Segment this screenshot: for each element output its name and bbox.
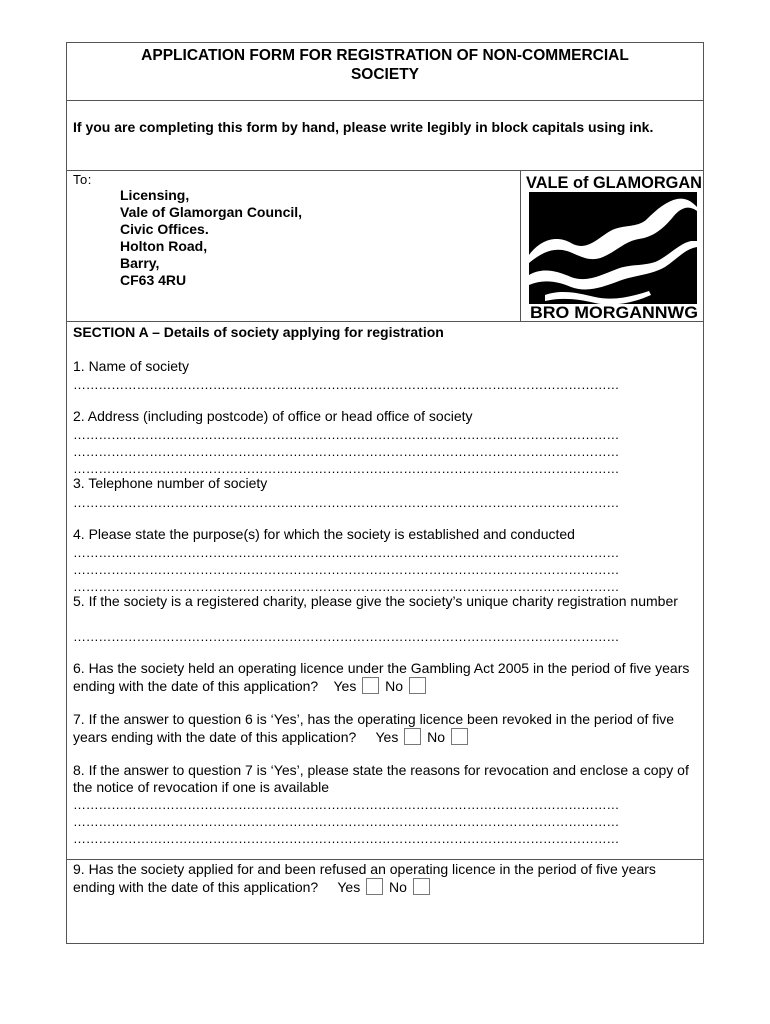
answer-line-2c[interactable]: ………………………………………………………………………………………………………………… (73, 461, 620, 476)
q6-yes-checkbox[interactable] (362, 677, 379, 694)
question-8: 8. If the answer to question 7 is ‘Yes’, please state the reasons for revocation and enclose a copy of the notice of revocation if one is available (73, 762, 689, 795)
question-3: 3. Telephone number of society (73, 475, 268, 491)
question-5: 5. If the society is a registered charity, please give the society’s unique charity registration number (73, 593, 678, 609)
question-1: 1. Name of society (73, 358, 189, 374)
answer-line-8b[interactable]: ………………………………………………………………………………………………………………… (73, 814, 620, 829)
form-title: APPLICATION FORM FOR REGISTRATION OF NON-COMMERCIAL SOCIETY (67, 43, 703, 101)
council-logo (521, 171, 705, 321)
answer-line-4b[interactable]: ………………………………………………………………………………………………………………… (73, 562, 620, 577)
q9-yes-checkbox[interactable] (366, 878, 383, 895)
svg-text:BRO MORGANNWG: BRO MORGANNWG (530, 303, 698, 321)
answer-line-5[interactable]: ………………………………………………………………………………………………………………… (73, 629, 620, 644)
q6-no-checkbox[interactable] (409, 677, 426, 694)
answer-line-2a[interactable]: ………………………………………………………………………………………………………………… (73, 427, 620, 442)
svg-text:VALE of GLAMORGAN: VALE of GLAMORGAN (526, 173, 702, 192)
answer-line-2b[interactable]: ………………………………………………………………………………………………………………… (73, 444, 620, 459)
application-form (66, 42, 704, 944)
address-block (67, 171, 521, 321)
q7-yes-checkbox[interactable] (404, 728, 421, 745)
q9-no-checkbox[interactable] (413, 878, 430, 895)
question-6: 6. Has the society held an operating licence under the Gambling Act 2005 in the period of five years ending with the date of this application? Yes No (73, 660, 690, 694)
answer-line-8a[interactable]: ………………………………………………………………………………………………………………… (73, 797, 620, 812)
question-2: 2. Address (including postcode) of office or head office of society (73, 408, 473, 424)
section-a-continued (67, 859, 703, 945)
question-7: 7. If the answer to question 6 is ‘Yes’, has the operating licence been revoked in the period of five years ending with the date of this application? Yes No (73, 711, 675, 745)
recipient-address: Licensing, Vale of Glamorgan Council, Civic Offices. Holton Road, Barry, CF63 4RU (120, 187, 303, 288)
answer-line-1[interactable]: ………………………………………………………………………………………………………………… (73, 377, 620, 392)
instruction-text: If you are completing this form by hand, please write legibly in block capitals using ink. (67, 101, 703, 171)
q7-no-checkbox[interactable] (451, 728, 468, 745)
question-9: 9. Has the society applied for and been refused an operating licence in the period of five years ending with the date of this application? Yes No (73, 861, 656, 895)
answer-line-8c[interactable]: ………………………………………………………………………………………………………………… (73, 831, 620, 846)
answer-line-4c[interactable]: ………………………………………………………………………………………………………………… (73, 579, 620, 594)
answer-line-3[interactable]: ………………………………………………………………………………………………………………… (73, 495, 620, 510)
to-label: To: (73, 172, 92, 187)
question-4: 4. Please state the purpose(s) for which the society is established and conducted (73, 526, 575, 542)
section-a (67, 321, 703, 859)
section-a-title: SECTION A – Details of society applying for registration (73, 324, 444, 340)
answer-line-4a[interactable]: ………………………………………………………………………………………………………………… (73, 545, 620, 560)
